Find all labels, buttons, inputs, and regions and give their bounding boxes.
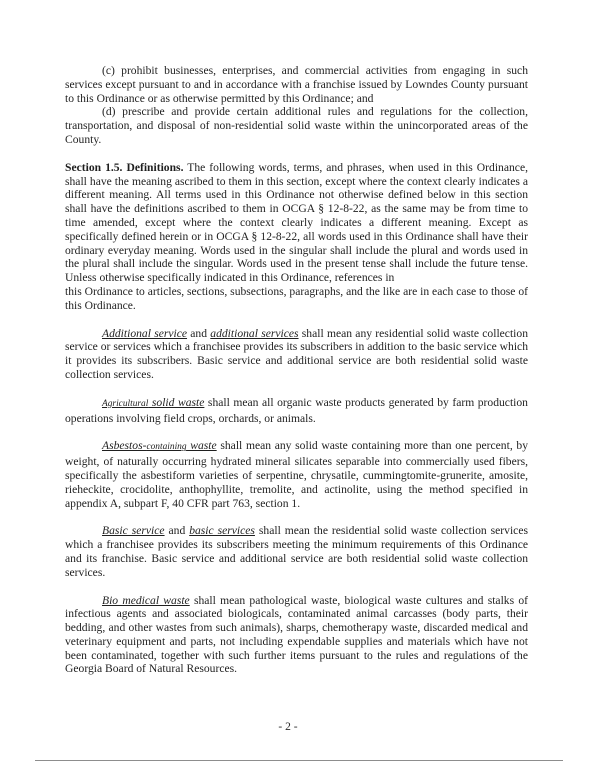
term-basic-service: Basic service (102, 524, 165, 538)
section-1-5-body-2: this Ordinance to articles, sections, subsections, paragraphs, and the like are in each case to those of this Ordinance. (65, 284, 528, 312)
definition-asbestos-body: shall mean any solid waste containing more than one percent, by weight, of naturally occurring hydrated mineral silicates separable into commercially used fibers, specifically the asbestiform varieties of serpentine, chrysatile, cummingtomite-grunerite, amosite, rieheckite, crocidolite, anthophyllite, tremolite, and actinolite, using the method specified in appendix A, subpart F, 40 CFR part 763, section 1. (65, 439, 529, 510)
term-asbestos-prefix: Asbestos- (102, 439, 147, 453)
term-solid-waste: solid waste (148, 395, 205, 409)
paragraph-d (65, 105, 528, 146)
definition-agricultural-solid-waste (65, 396, 528, 426)
section-1-5-definitions (65, 161, 528, 313)
term-additional-services: additional services (210, 326, 299, 340)
document-body (65, 64, 528, 676)
definition-additional-service (65, 327, 528, 382)
paragraph-c-text: (c) prohibit businesses, enterprises, and commercial activities from engaging in such services except pursuant to and in accordance with a franchise issued by Lowndes County pursuant to this Ordinance or as otherwise permitted by this Ordinance; and (65, 64, 528, 105)
section-1-5-body-1: The following words, terms, and phrases, when used in this Ordinance, shall have the meaning ascribed to them in this section, except where the context clearly indicates a different meaning. All terms used in this Ordinance not otherwise defined below in this section shall have the definitions ascribed to them in OCGA § 12-8-22, as the same may be from time to time amended, except where the context clearly indicates a different meaning. Except as specifically defined herein or in OCGA § 12-8-22, all words used in this Ordinance shall have their ordinary everyday meaning. Words used in the singular shall include the plural and words used in the plural shall include the singular. Words used in the present tense shall include the future tense. Unless otherwise specifically indicated in this Ordinance, references in (65, 160, 528, 285)
paragraph-c (65, 64, 528, 105)
term-basic-services: basic services (189, 524, 255, 538)
term-additional-service: Additional service (102, 326, 188, 340)
section-1-5-heading: Section 1.5. Definitions. (65, 160, 184, 174)
definition-bio-medical-waste (65, 594, 528, 677)
conjunction: and (164, 524, 190, 538)
term-bio-medical-waste: Bio medical waste (102, 593, 190, 607)
paragraph-d-text: (d) prescribe and provide certain additional rules and regulations for the collection, transportation, and disposal of non-residential solid waste within the unincorporated areas of the County. (65, 105, 528, 146)
term-agricultural: Agricultural (102, 398, 149, 409)
page-number: - 2 - (278, 721, 298, 733)
definition-biomedical-body: shall mean pathological waste, biological waste cultures and stalks of infectious agents and associated biologicals, contaminated animal carcasses (body parts, their bedding, and other wastes from such animals), sharps, chemotherapy waste, discarded medical and veterinary equipment and parts, not including expendable supplies and materials which have not been contaminated, together with such further items pursuant to the rules and regulations of the Georgia Board of Natural Resources. (65, 593, 528, 676)
definition-additional-body: shall mean any residential solid waste collection service or services which a franchisee provides its subscribers in addition to the basic service which it provides its subscribers. Basic service and additional service are both residential solid waste collection services. (65, 326, 528, 381)
term-asbestos-containing: containing (146, 442, 187, 453)
definition-basic-service (65, 524, 528, 579)
definition-basic-body: shall mean the residential solid waste collection services which a franchisee provides its subscribers meeting the minimum requirements of this Ordinance and its franchise. Basic service and additional service are both residential solid waste collection services. (65, 524, 528, 579)
term-asbestos-waste: waste (186, 439, 217, 453)
conjunction: and (187, 326, 211, 340)
definition-asbestos-containing-waste (65, 439, 528, 510)
definition-agricultural-body: shall mean all organic waste products generated by farm production operations involving field crops, orchards, or animals. (65, 395, 528, 425)
footer-divider (35, 760, 563, 761)
